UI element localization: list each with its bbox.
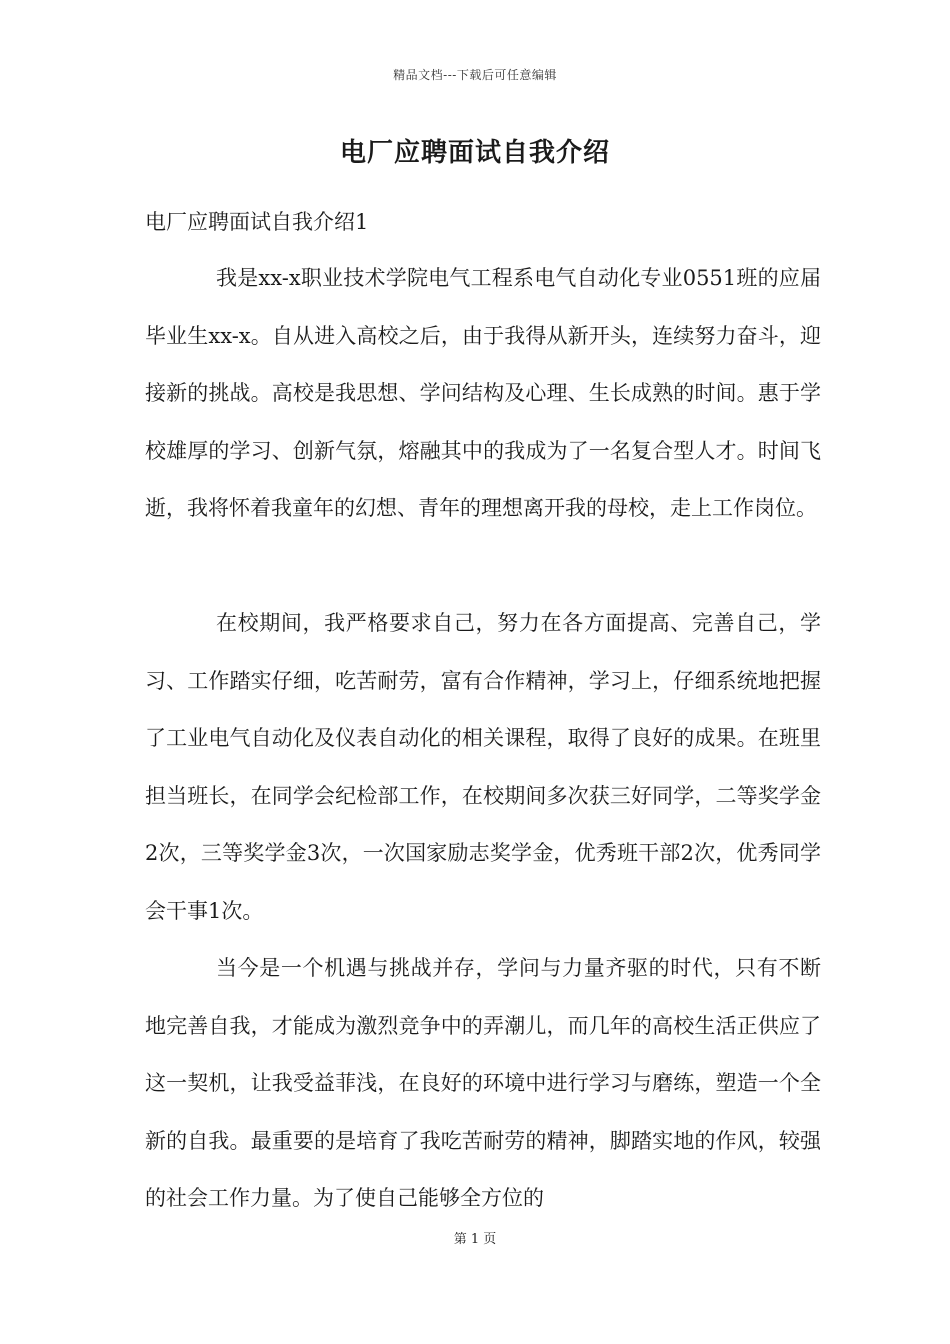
paragraph-2: 在校期间，我严格要求自己，努力在各方面提高、完善自己，学习、工作踏实仔细，吃苦耐劳，富有合作精神，学习上，仔细系统地把握了工业电气自动化及仪表自动化的相关课程，取得了良好的成果。在班里担当班长，在同学会纪检部工作，在校期间多次获三好同学，二等奖学金2次，三等奖学金3次，一次国家励志奖学金，优秀班干部2次，优秀同学会干事1次。 [145,611,821,923]
page-number: 第 1 页 [453,1232,497,1247]
section-heading: 电厂应聘面试自我介绍1 [145,210,369,234]
paragraph-3: 当今是一个机遇与挑战并存，学问与力量齐驱的时代，只有不断地完善自我，才能成为激烈竞争中的弄潮儿，而几年的高校生活正供应了这一契机，让我受益菲浅，在良好的环境中进行学习与磨练，塑造一个全新的自我。最重要的是培育了我吃苦耐劳的精神，脚踏实地的作风，较强的社会工作力量。为了使自己能够全方位的 [145,956,821,1210]
document-title: 电厂应聘面试自我介绍 [339,138,610,168]
paragraph-1: 我是xx-x职业技术学院电气工程系电气自动化专业0551班的应届毕业生xx-x。自从进入高校之后，由于我得从新开头，连续努力奋斗，迎接新的挑战。高校是我思想、学问结构及心理、生长成熟的时间。惠于学校雄厚的学习、创新气氛，熔融其中的我成为了一名复合型人才。时间飞逝，我将怀着我童年的幻想、青年的理想离开我的母校，走上工作岗位。 [145,266,821,520]
header-note: 精品文档---下载后可任意编辑 [393,68,557,82]
